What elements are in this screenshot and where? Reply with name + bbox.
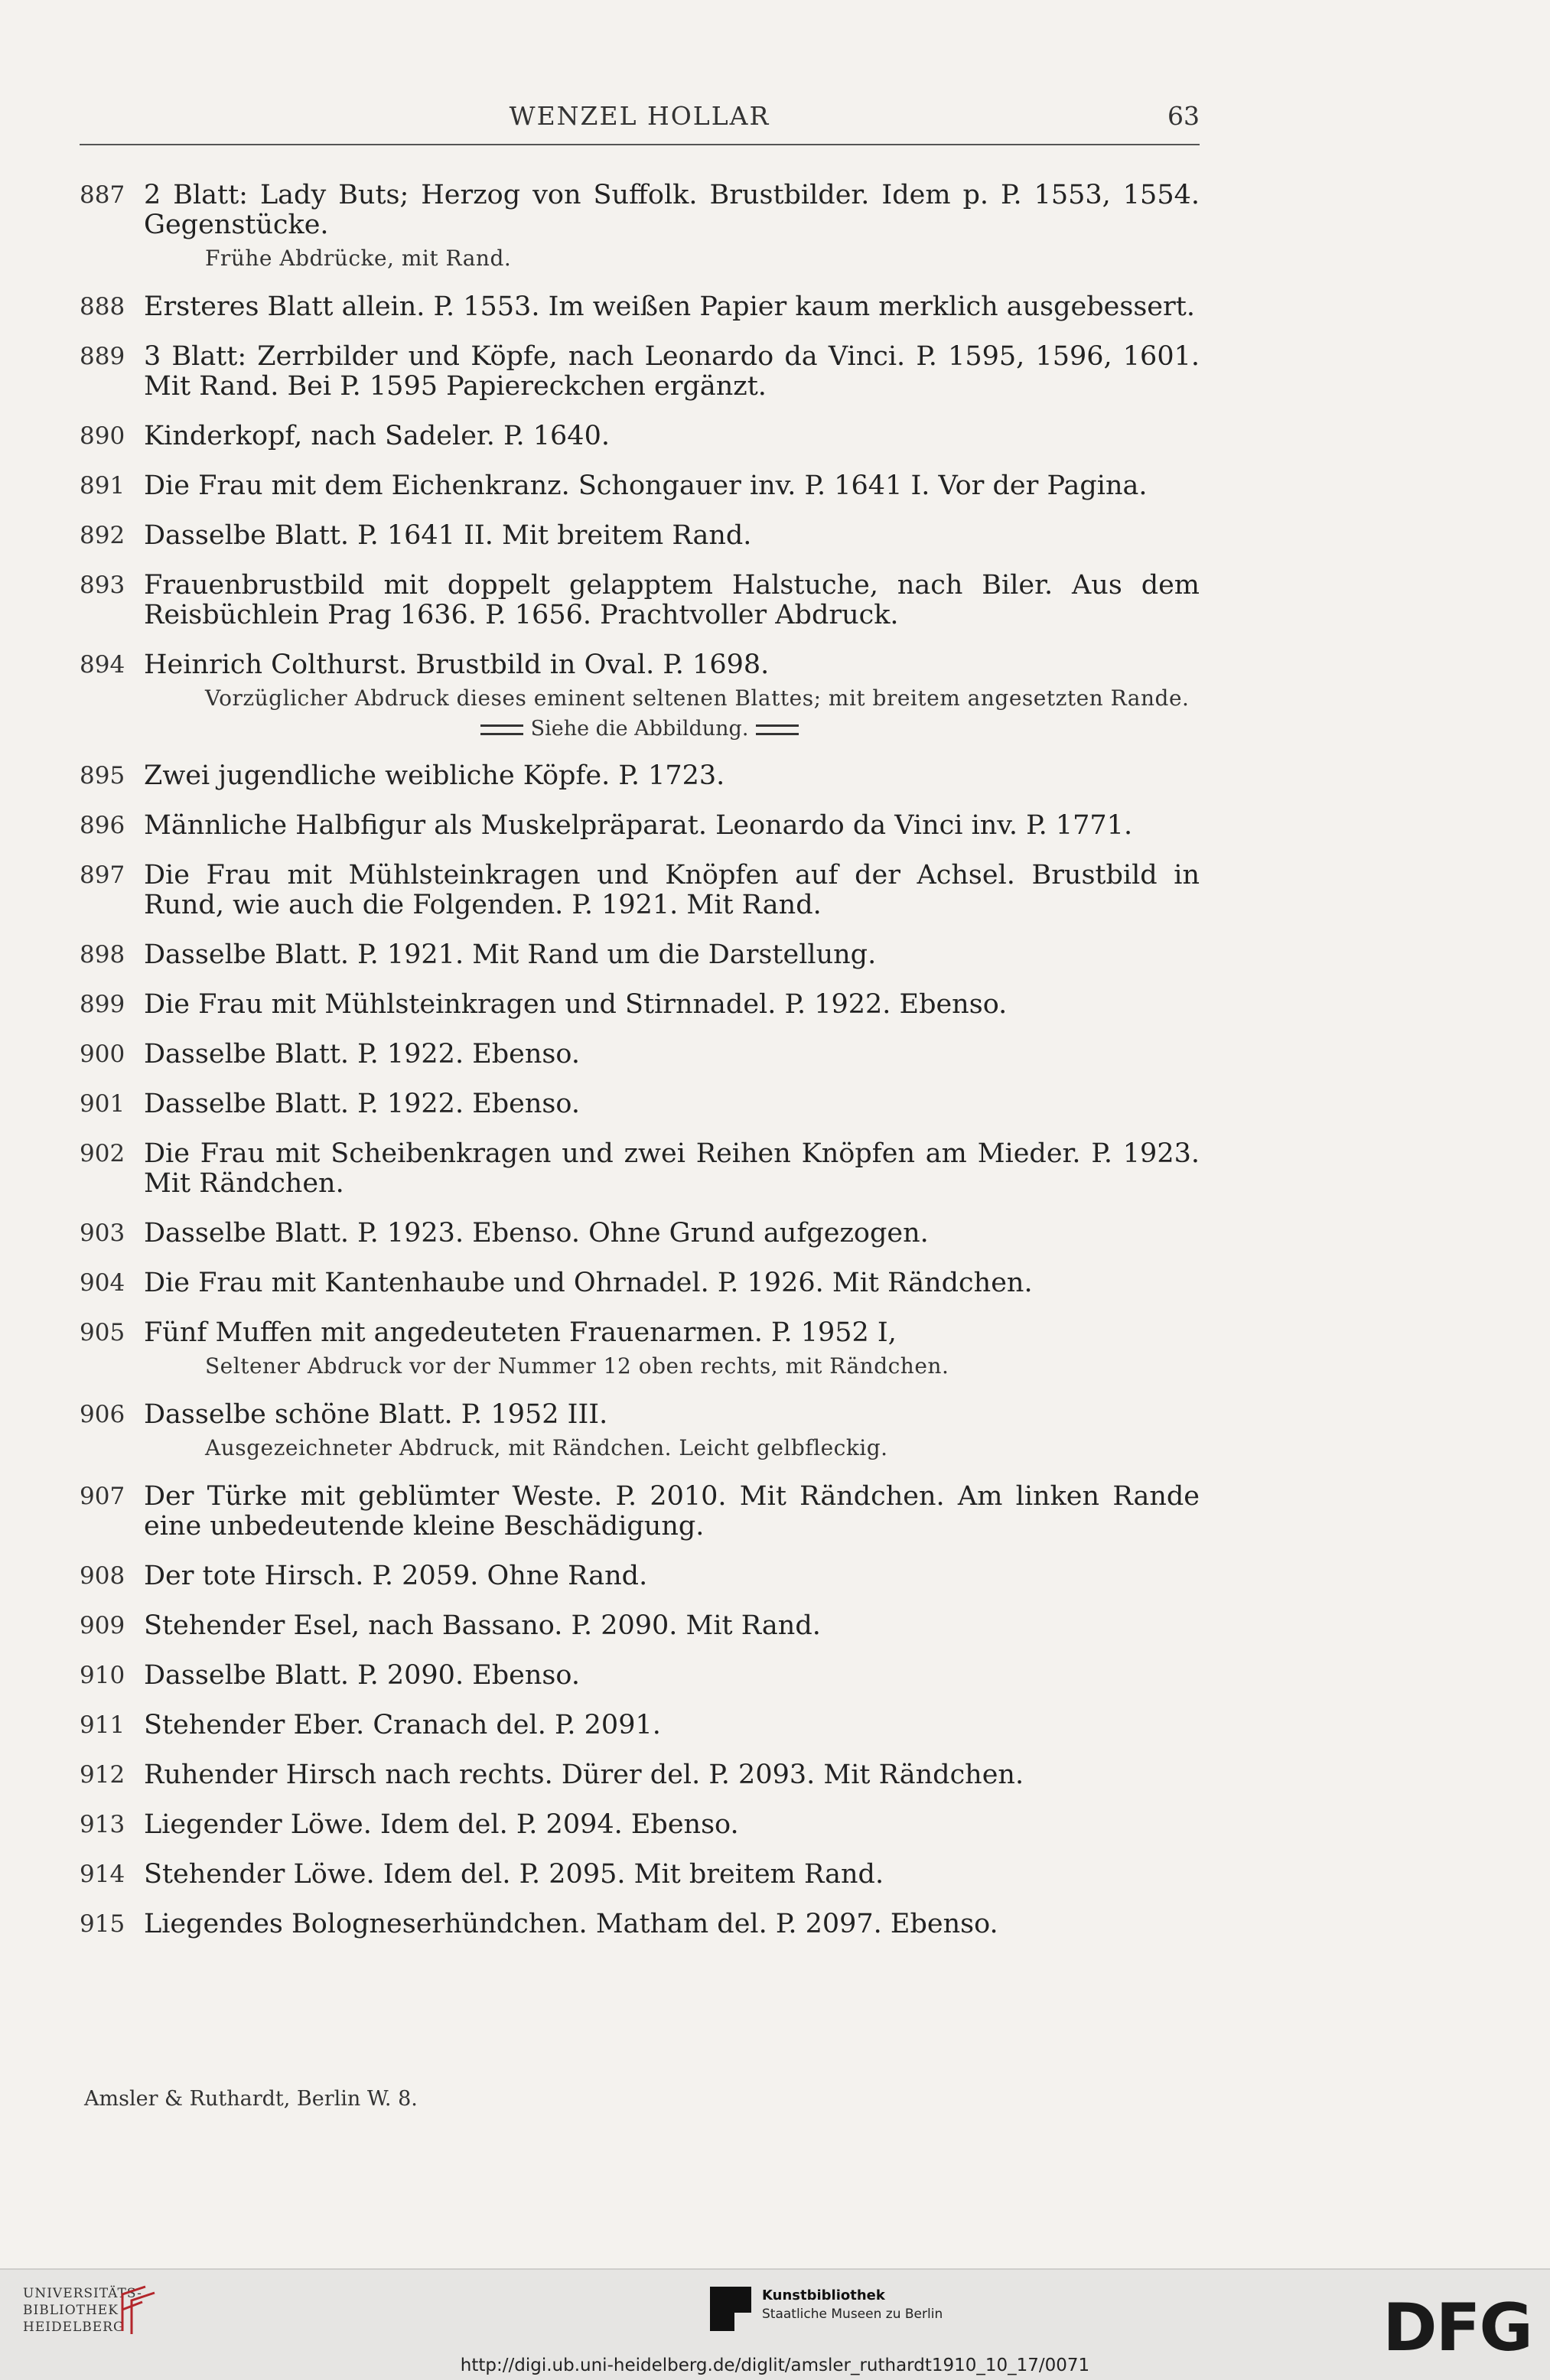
entry-description: Ersteres Blatt allein. P. 1553. Im weißen Papier kaum merklich ausgebessert. (144, 291, 1195, 322)
entry-description: 2 Blatt: Lady Buts; Herzog von Suffolk. Brustbilder. Idem p. P. 1553, 1554. Gegenstücke. (144, 180, 1200, 240)
permalink-url[interactable]: http://digi.ub.uni-heidelberg.de/diglit/amsler_ruthardt1910_10_17/0071 (460, 2356, 1090, 2375)
entry-body (144, 521, 1200, 551)
entry-description: Männliche Halbfigur als Muskelpräparat. Leonardo da Vinci inv. P. 1771. (144, 810, 1133, 841)
catalog-entry (80, 1400, 1200, 1462)
entry-number: 901 (80, 1090, 125, 1118)
catalog-entry (80, 292, 1200, 322)
entry-body (144, 1318, 1200, 1380)
entry-description: Dasselbe Blatt. P. 2090. Ebenso. (144, 1660, 580, 1691)
entry-description: Die Frau mit dem Eichenkranz. Schongauer inv. P. 1641 I. Vor der Pagina. (144, 470, 1148, 501)
entry-description: Stehender Eber. Cranach del. P. 2091. (144, 1710, 661, 1740)
catalog-entry (80, 1760, 1200, 1790)
entry-description: Fünf Muffen mit angedeuteten Frauenarmen. P. 1952 I, (144, 1317, 897, 1348)
catalog-entry (80, 940, 1200, 970)
catalog-entry (80, 1910, 1200, 1939)
double-rule-right (756, 724, 799, 735)
entry-number: 894 (80, 651, 125, 679)
entry-body (144, 861, 1200, 920)
entry-body (144, 1089, 1200, 1119)
entry-body (144, 181, 1200, 272)
entry-number: 899 (80, 991, 125, 1018)
entry-description: Dasselbe Blatt. P. 1921. Mit Rand um die Darstellung. (144, 939, 877, 970)
entry-number: 915 (80, 1910, 125, 1938)
dfg-logo[interactable]: DFG (1382, 2290, 1532, 2366)
entry-note: Frühe Abdrücke, mit Rand. (205, 246, 512, 271)
catalog-entry (80, 342, 1200, 402)
catalog-entry (80, 861, 1200, 920)
entry-note: Seltener Abdruck vor der Nummer 12 oben rechts, mit Rändchen. (205, 1353, 949, 1379)
entry-body (144, 1661, 1200, 1691)
entry-number: 908 (80, 1562, 125, 1590)
catalog-entry (80, 1268, 1200, 1298)
entry-description: Stehender Löwe. Idem del. P. 2095. Mit breitem Rand. (144, 1859, 884, 1890)
entry-body (144, 1860, 1200, 1890)
catalog-entry (80, 422, 1200, 451)
entry-body (144, 471, 1200, 501)
entry-body (144, 761, 1200, 791)
entry-number: 895 (80, 762, 125, 790)
entry-description: Dasselbe Blatt. P. 1923. Ebenso. Ohne Grund aufgezogen. (144, 1218, 929, 1249)
entry-number: 910 (80, 1662, 125, 1689)
entry-number: 888 (80, 293, 125, 321)
entry-number: 889 (80, 343, 125, 370)
catalog-entry (80, 1661, 1200, 1691)
entry-description: Der Türke mit geblümter Weste. P. 2010. Mit Rändchen. Am linken Rande eine unbedeutende kleine Beschädigung. (144, 1481, 1200, 1542)
entry-description: 3 Blatt: Zerrbilder und Köpfe, nach Leonardo da Vinci. P. 1595, 1596, 1601. Mit Rand. Bei P. 1595 Papiereckchen ergänzt. (144, 341, 1200, 402)
catalog-entries (80, 181, 1200, 1959)
entry-number: 887 (80, 181, 125, 209)
entry-description: Die Frau mit Mühlsteinkragen und Stirnnadel. P. 1922. Ebenso. (144, 989, 1008, 1020)
entry-number: 897 (80, 861, 125, 889)
entry-description: Liegender Löwe. Idem del. P. 2094. Ebenso. (144, 1809, 739, 1840)
entry-body (144, 1482, 1200, 1542)
entry-number: 903 (80, 1219, 125, 1247)
double-rule-left (480, 724, 523, 735)
entry-body (144, 1219, 1200, 1249)
entry-body (144, 1910, 1200, 1939)
entry-description: Dasselbe Blatt. P. 1922. Ebenso. (144, 1089, 580, 1119)
kunstbibliothek-mark-icon (710, 2287, 751, 2331)
catalog-entry (80, 650, 1200, 741)
entry-description: Dasselbe schöne Blatt. P. 1952 III. (144, 1399, 608, 1430)
entry-number: 890 (80, 422, 125, 450)
entry-number: 909 (80, 1612, 125, 1639)
entry-number: 896 (80, 812, 125, 839)
catalog-entry (80, 1139, 1200, 1199)
catalog-entry (80, 1611, 1200, 1641)
catalog-entry (80, 1318, 1200, 1380)
entry-description: Die Frau mit Kantenhaube und Ohrnadel. P. 1926. Mit Rändchen. (144, 1268, 1033, 1298)
page-number: 63 (1167, 101, 1200, 131)
kunstbibliothek-logo[interactable] (710, 2287, 943, 2331)
entry-number: 907 (80, 1483, 125, 1510)
entry-body (144, 1040, 1200, 1070)
entry-number: 913 (80, 1811, 125, 1838)
library-name: Kunstbibliothek (762, 2287, 885, 2303)
running-title: WENZEL HOLLAR (509, 101, 770, 131)
entry-description: Die Frau mit Scheibenkragen und zwei Reihen Knöpfen am Mieder. P. 1923. Mit Rändchen. (144, 1138, 1200, 1199)
entry-body (144, 1760, 1200, 1790)
entry-body (144, 1810, 1200, 1840)
catalog-entry (80, 1089, 1200, 1119)
catalog-entry (80, 990, 1200, 1020)
catalog-entry (80, 571, 1200, 630)
entry-body (144, 811, 1200, 841)
catalog-entry (80, 521, 1200, 551)
entry-number: 911 (80, 1711, 125, 1739)
entry-number: 891 (80, 472, 125, 500)
catalog-entry (80, 471, 1200, 501)
viewer-footer (0, 2268, 1550, 2380)
catalog-entry (80, 1810, 1200, 1840)
catalog-entry (80, 761, 1200, 791)
entry-body (144, 422, 1200, 451)
entry-description: Der tote Hirsch. P. 2059. Ohne Rand. (144, 1561, 648, 1591)
catalog-entry (80, 181, 1200, 272)
catalog-entry (80, 1482, 1200, 1542)
entry-description: Die Frau mit Mühlsteinkragen und Knöpfen auf der Achsel. Brustbild in Rund, wie auch die Folgenden. P. 1921. Mit Rand. (144, 860, 1200, 920)
catalog-entry (80, 1040, 1200, 1070)
entry-body (144, 990, 1200, 1020)
entry-number: 912 (80, 1761, 125, 1789)
entry-note: Ausgezeichneter Abdruck, mit Rändchen. Leicht gelbfleckig. (205, 1435, 888, 1460)
entry-body (144, 292, 1200, 322)
catalog-entry (80, 1561, 1200, 1591)
reference-text: Siehe die Abbildung. (530, 717, 749, 741)
entry-body (144, 650, 1200, 741)
entry-number: 902 (80, 1140, 125, 1167)
university-line-2: BIBLIOTHEK (23, 2303, 119, 2318)
entry-description: Dasselbe Blatt. P. 1922. Ebenso. (144, 1039, 580, 1070)
catalog-entry (80, 1219, 1200, 1249)
entry-body (144, 1611, 1200, 1641)
entry-description: Ruhender Hirsch nach rechts. Dürer del. P. 2093. Mit Rändchen. (144, 1760, 1024, 1790)
entry-body (144, 1561, 1200, 1591)
university-line-3: HEIDELBERG (23, 2320, 125, 2335)
entry-body (144, 940, 1200, 970)
entry-description: Heinrich Colthurst. Brustbild in Oval. P. 1698. (144, 650, 770, 680)
entry-number: 914 (80, 1861, 125, 1888)
entry-number: 905 (80, 1319, 125, 1346)
entry-description: Liegendes Bologneserhündchen. Matham del. P. 2097. Ebenso. (144, 1909, 998, 1939)
catalog-entry (80, 1711, 1200, 1740)
entry-body (144, 1139, 1200, 1199)
entry-body (144, 342, 1200, 402)
library-subtitle: Staatliche Museen zu Berlin (762, 2307, 943, 2322)
catalog-entry (80, 1860, 1200, 1890)
entry-body (144, 571, 1200, 630)
entry-number: 900 (80, 1040, 125, 1068)
entry-description: Stehender Esel, nach Bassano. P. 2090. Mit Rand. (144, 1610, 821, 1641)
entry-note: Vorzüglicher Abdruck dieses eminent seltenen Blattes; mit breitem angesetzten Rande. (205, 685, 1190, 711)
entry-description: Frauenbrustbild mit doppelt gelapptem Halstuche, nach Biler. Aus dem Reisbüchlein Prag 1636. P. 1656. Prachtvoller Abdruck. (144, 570, 1200, 630)
entry-number: 904 (80, 1269, 125, 1297)
entry-body (144, 1268, 1200, 1298)
university-line-1: UNIVERSITÄTS- (23, 2286, 142, 2301)
entry-number: 898 (80, 941, 125, 969)
entry-number: 892 (80, 522, 125, 549)
entry-number: 893 (80, 571, 125, 599)
entry-description: Kinderkopf, nach Sadeler. P. 1640. (144, 421, 610, 451)
entry-number: 906 (80, 1401, 125, 1428)
university-emblem-icon (115, 2284, 188, 2337)
illustration-reference (80, 717, 1200, 741)
entry-description: Dasselbe Blatt. P. 1641 II. Mit breitem Rand. (144, 520, 752, 551)
entry-body (144, 1400, 1200, 1462)
catalog-entry (80, 811, 1200, 841)
printer-imprint: Amsler & Ruthardt, Berlin W. 8. (84, 2087, 418, 2111)
entry-body (144, 1711, 1200, 1740)
page-header (80, 98, 1200, 145)
entry-description: Zwei jugendliche weibliche Köpfe. P. 1723. (144, 760, 725, 791)
